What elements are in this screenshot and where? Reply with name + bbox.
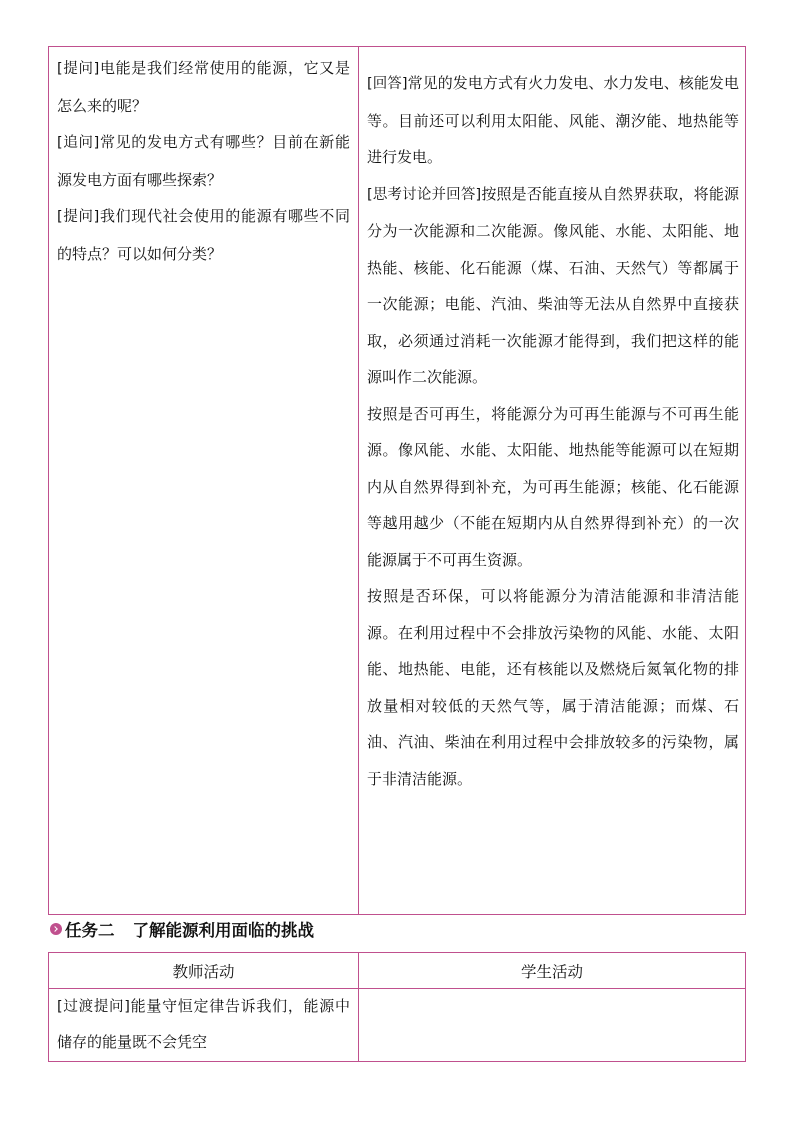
student-answer-4 [367,578,739,797]
teacher-question-3 [57,198,350,272]
answer-text: 按照是否环保，可以将能源分为清洁能源和非清洁能源。在利用过程中不会排放污染物的风能、水能、太阳能、地热能、电能，还有核能以及燃烧后氮氧化物的排放量相对较低的天然气等，属于清洁能源；而煤、石油、汽油、柴油在利用过程中会排放较多的污染物，属于非清洁能源。 [367,587,739,788]
teacher-activity-cell [49,989,359,1061]
answer-text: 按照是否能直接从自然界获取，将能源分为一次能源和二次能源。像风能、水能、太阳能、地热能、核能、化石能源（煤、石油、天然气）等都属于一次能源；电能、汽油、柴油等无法从自然界中直接获取，必须通过消耗一次能源才能得到，我们把这样的能源叫作二次能源。 [367,184,739,386]
answer-tag: [思考讨论并回答] [367,186,482,203]
header-teacher: 教师活动 [49,953,359,988]
question-text: 我们现代社会使用的能源有哪些不同的特点？可以如何分类？ [57,207,350,263]
task-title: 了解能源利用面临的挑战 [132,921,314,940]
question-text: 常见的发电方式有哪些？目前在新能源发电方面有哪些探索？ [57,133,350,189]
question-tag: [提问] [57,61,100,77]
question-text: 电能是我们经常使用的能源，它又是怎么来的呢？ [57,59,350,115]
student-answer-1 [367,65,739,176]
teacher-transition-question [57,989,350,1060]
question-tag: [提问] [57,209,100,225]
table-header-row [49,953,745,989]
question-text: 能量守恒定律告诉我们，能源中储存的能量既不会凭空 [57,997,350,1051]
header-student: 学生活动 [520,962,583,981]
activity-table-2 [48,952,746,1062]
student-activity-cell [359,989,745,1061]
question-tag: [过渡提问] [57,999,130,1015]
answer-text: 按照是否可再生，将能源分为可再生能源与不可再生能源。像风能、水能、太阳能、地热能等能源可以在短期内从自然界得到补充，为可再生能源；核能、化石能源等越用越少（不能在短期内从自然界得到补充）的一次能源属于不可再生资源。 [367,404,739,569]
activity-table-1 [48,46,746,915]
answer-text: 常见的发电方式有火力发电、水力发电、核能发电等。目前还可以利用太阳能、风能、潮汐能、地热能等进行发电。 [367,74,739,166]
task-heading [50,916,314,942]
teacher-question-2 [57,124,350,198]
question-tag: [追问] [57,135,100,151]
teacher-activity-cell [49,47,359,914]
teacher-question-1 [57,50,350,124]
answer-tag: [回答] [367,76,408,92]
student-answer-3 [367,396,739,579]
student-answer-2 [367,176,739,396]
task-label: 任务二 [65,921,115,940]
chevron-circle-icon [50,923,62,935]
student-activity-cell [359,47,745,914]
table-row [49,989,745,1061]
